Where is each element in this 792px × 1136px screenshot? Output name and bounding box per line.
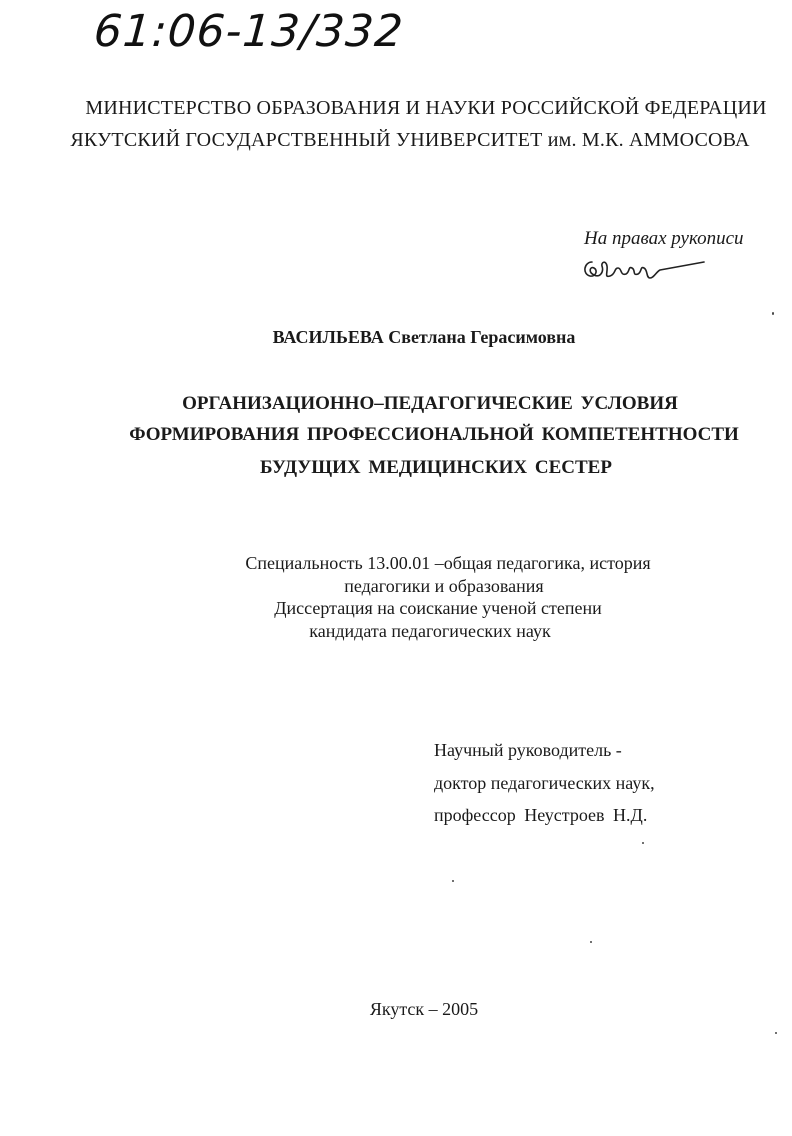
advisor-degree: доктор педагогических наук, [434, 773, 655, 793]
advisor-label: Научный руководитель - [434, 740, 622, 760]
author-name: ВАСИЛЬЕВА Светлана Герасимовна [272, 327, 576, 347]
archive-code: 61:06-13/332 [92, 6, 406, 57]
scan-speck [452, 880, 454, 882]
specialty-line-1: Специальность 13.00.01 –общая педагогика, история [245, 553, 651, 573]
specialty-line-2: педагогики и образования [344, 576, 544, 596]
manuscript-rights-note: На правах рукописи [584, 228, 744, 249]
scan-speck [642, 842, 644, 844]
thesis-title-line-3: БУДУЩИХ МЕДИЦИНСКИХ СЕСТЕР [260, 457, 612, 478]
university-name: ЯКУТСКИЙ ГОСУДАРСТВЕННЫЙ УНИВЕРСИТЕТ им. М.К. АММОСОВА [70, 129, 750, 151]
degree-line-2: кандидата педагогических наук [309, 621, 551, 641]
advisor-name: профессор Неустроев Н.Д. [434, 805, 648, 825]
degree-line-1: Диссертация на соискание ученой степени [274, 598, 602, 618]
scan-speck [590, 941, 592, 943]
scan-speck [772, 312, 774, 315]
signature-icon [580, 248, 710, 288]
city-year: Якутск – 2005 [369, 999, 479, 1019]
ministry-name: МИНИСТЕРСТВО ОБРАЗОВАНИЯ И НАУКИ РОССИЙСКОЙ ФЕДЕРАЦИИ [85, 97, 767, 119]
thesis-title-line-2: ФОРМИРОВАНИЯ ПРОФЕССИОНАЛЬНОЙ КОМПЕТЕНТНОСТИ [129, 424, 739, 445]
scan-speck [775, 1032, 777, 1034]
thesis-title-line-1: ОРГАНИЗАЦИОННО–ПЕДАГОГИЧЕСКИЕ УСЛОВИЯ [182, 393, 678, 414]
